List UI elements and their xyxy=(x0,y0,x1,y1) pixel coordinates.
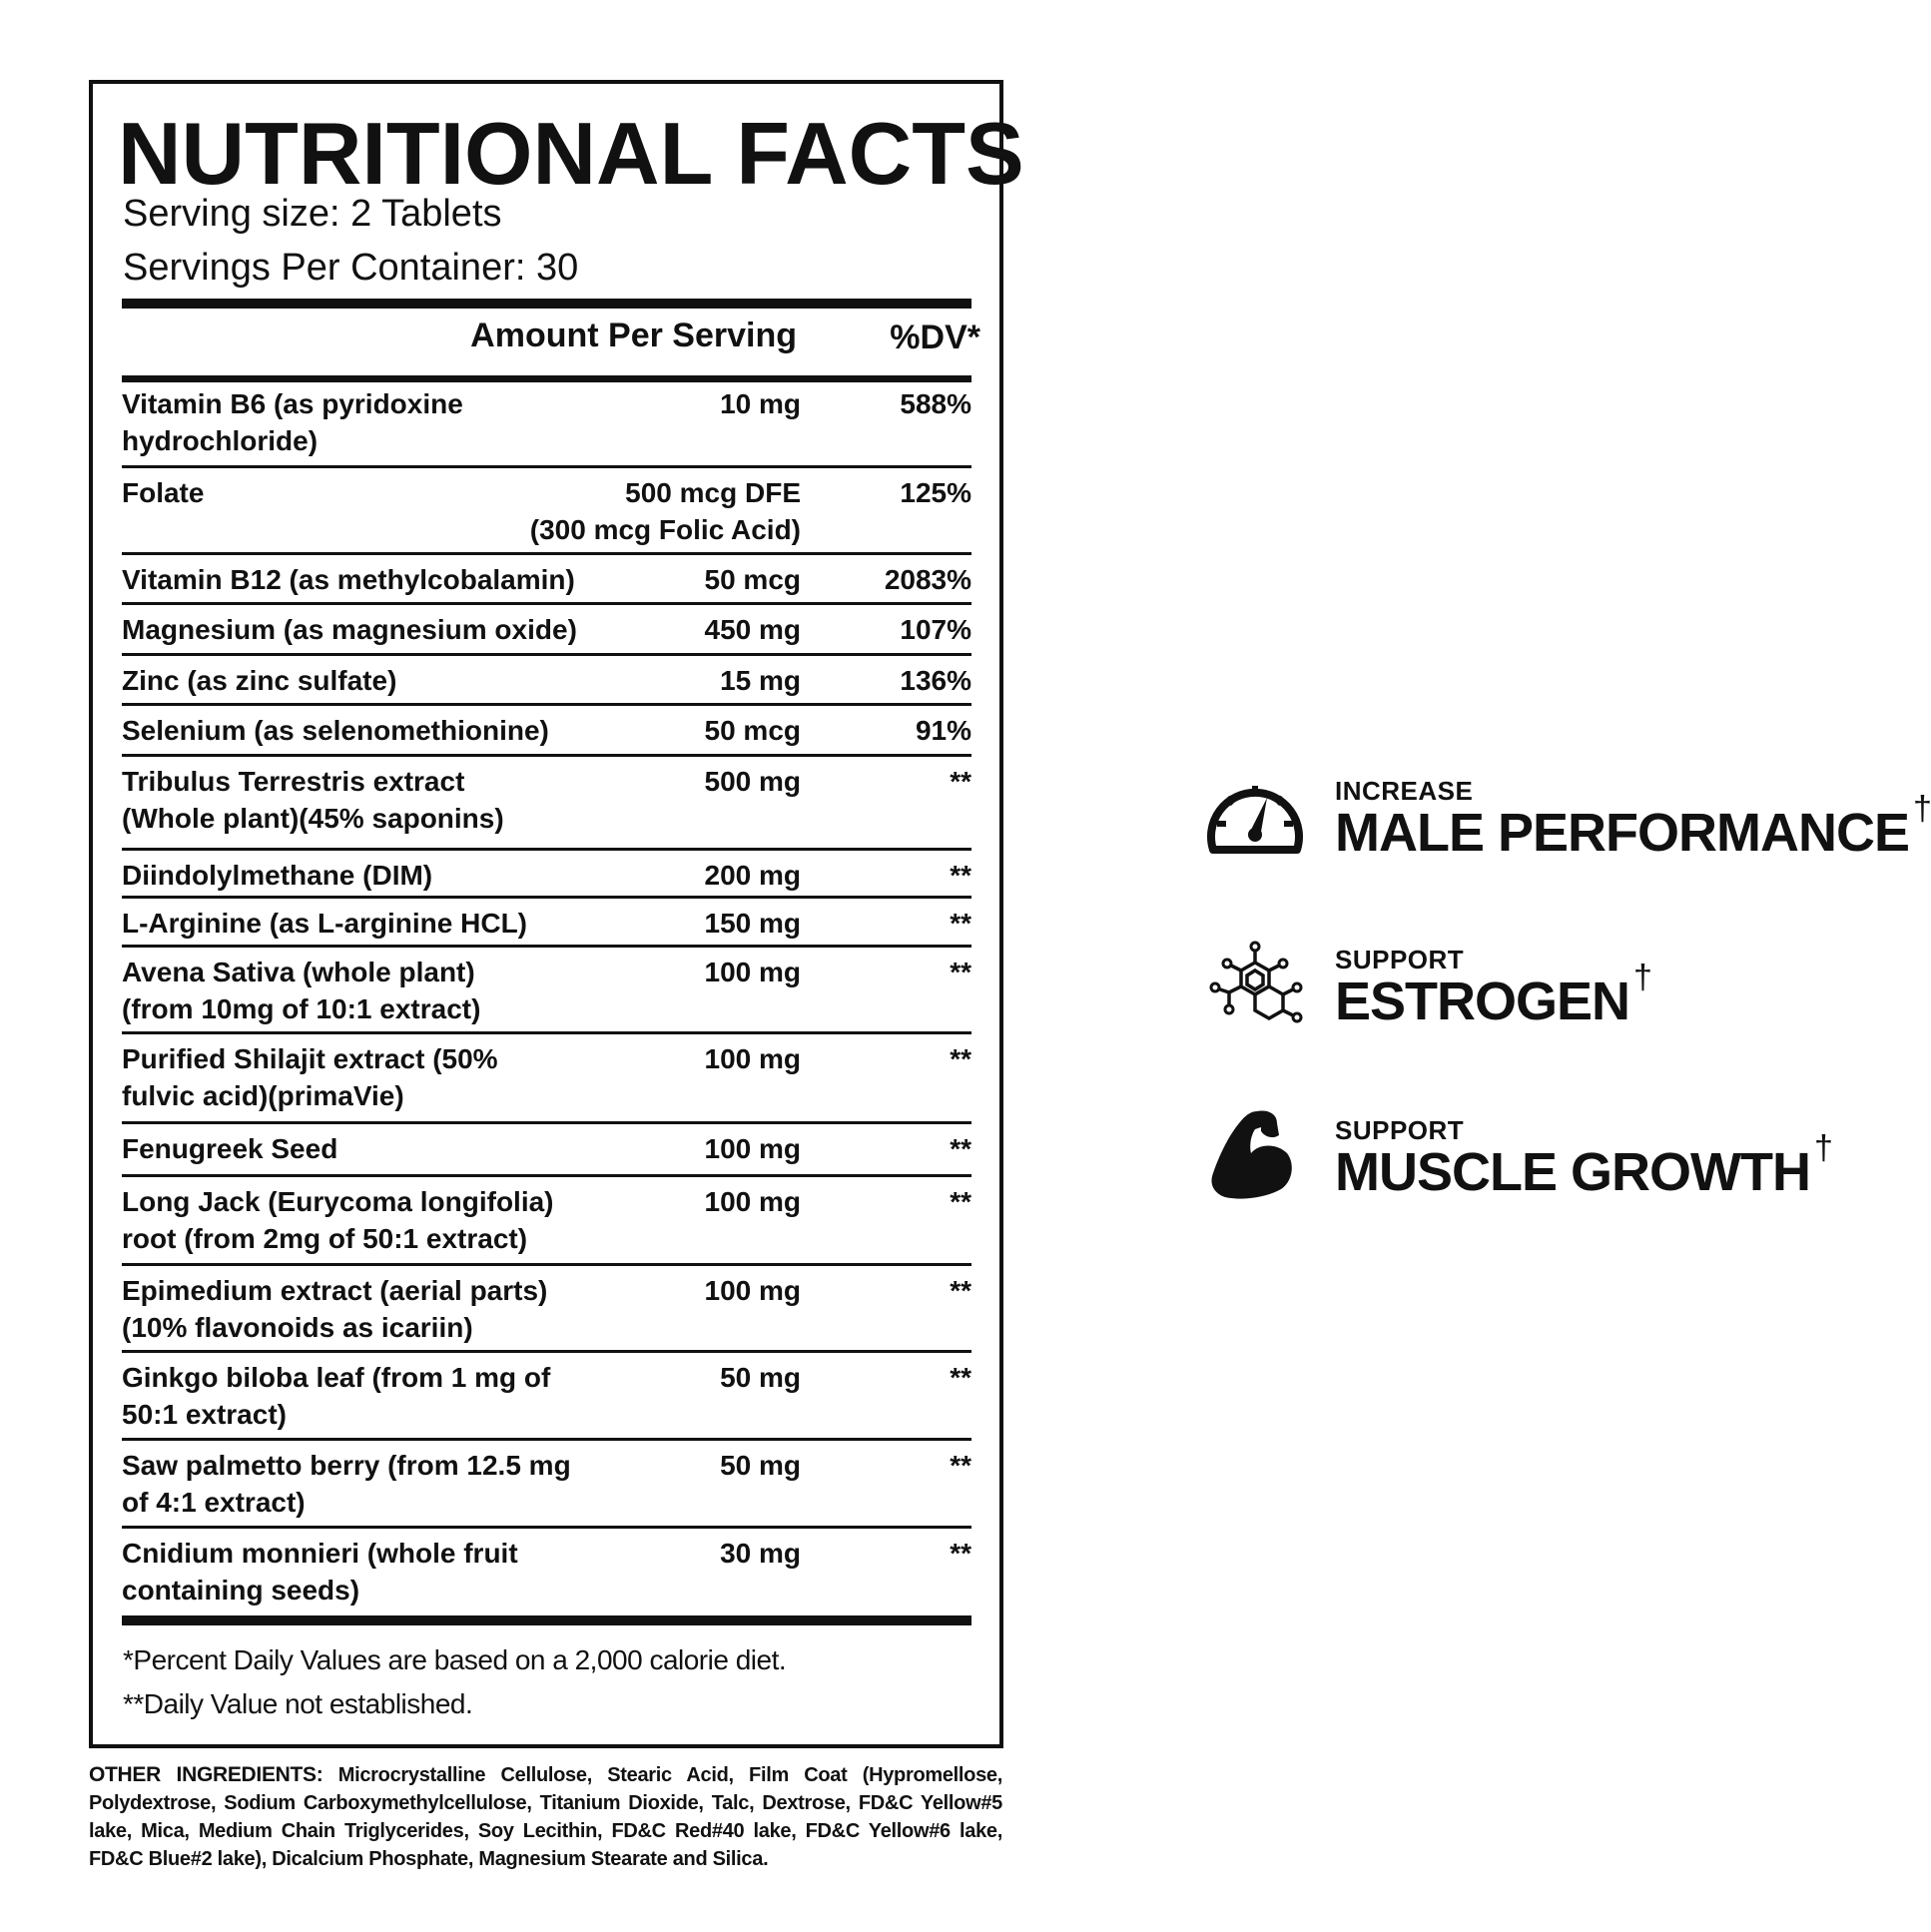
panel-title: NUTRITIONAL FACTS xyxy=(118,104,1024,203)
claim-1-dagger: † xyxy=(1913,790,1931,828)
ingredient-name-line: Purified Shilajit extract (50% xyxy=(122,1043,498,1074)
ingredient-amount-line: 100 mg xyxy=(704,1275,801,1306)
ingredient-amount-line: 100 mg xyxy=(704,1133,801,1164)
ingredient-dv: 107% xyxy=(900,614,971,645)
divider-header xyxy=(122,375,971,382)
ingredient-dv: 91% xyxy=(915,715,971,746)
ingredient-name xyxy=(122,712,631,749)
row-divider xyxy=(122,1438,971,1441)
ingredient-amount xyxy=(720,385,801,422)
ingredient-name-line: 50:1 extract) xyxy=(122,1399,287,1430)
ingredient-name xyxy=(122,1535,631,1609)
ingredient-name xyxy=(122,905,631,942)
footnote-not-established: **Daily Value not established. xyxy=(123,1688,473,1719)
ingredient-name-line: Long Jack (Eurycoma longifolia) xyxy=(122,1186,554,1217)
ingredient-name xyxy=(122,385,631,459)
footnote-percent: *Percent Daily Values are based on a 2,000 calorie diet. xyxy=(123,1644,787,1675)
claim-3-big-text: MUSCLE GROWTH xyxy=(1335,1142,1810,1202)
claim-3-small: SUPPORT xyxy=(1335,1115,1465,1145)
speedometer-icon xyxy=(1205,772,1305,872)
ingredient-amount-line: 150 mg xyxy=(704,908,801,939)
ingredient-dv: ** xyxy=(950,908,971,939)
ingredient-amount-line: 50 mcg xyxy=(704,715,801,746)
ingredient-amount xyxy=(705,905,802,942)
servings-per-container: Servings Per Container: 30 xyxy=(123,247,579,289)
ingredient-dv: 588% xyxy=(900,388,971,419)
ingredient-amount xyxy=(705,954,802,990)
ingredient-dv: ** xyxy=(950,1362,971,1393)
row-divider xyxy=(122,848,971,851)
ingredient-name xyxy=(122,763,631,837)
ingredient-amount xyxy=(705,611,802,648)
header-dv: %DV* xyxy=(890,319,980,356)
ingredient-name-line: Ginkgo biloba leaf (from 1 mg of xyxy=(122,1362,551,1393)
ingredient-dv: ** xyxy=(950,1186,971,1217)
row-divider xyxy=(122,754,971,757)
ingredient-amount-line: 100 mg xyxy=(704,957,801,987)
ingredient-name-line: Epimedium extract (aerial parts) xyxy=(122,1275,548,1306)
row-divider xyxy=(122,1121,971,1124)
ingredient-dv: 125% xyxy=(900,477,971,508)
ingredient-name xyxy=(122,611,631,648)
divider-thick xyxy=(122,299,971,309)
ingredient-name-line: Vitamin B12 (as methylcobalamin) xyxy=(122,564,575,595)
ingredient-name-line: (10% flavonoids as icariin) xyxy=(122,1312,473,1343)
ingredient-amount-line: 200 mg xyxy=(704,860,801,891)
row-divider xyxy=(122,896,971,899)
ingredient-amount-line: 100 mg xyxy=(704,1186,801,1217)
ingredient-dv: ** xyxy=(950,1275,971,1306)
ingredient-name xyxy=(122,954,631,1027)
ingredient-amount xyxy=(720,662,801,699)
ingredient-amount-line: (300 mcg Folic Acid) xyxy=(529,514,801,545)
serving-size: Serving size: 2 Tablets xyxy=(123,193,502,235)
row-divider xyxy=(122,465,971,468)
ingredient-name-line: (from 10mg of 10:1 extract) xyxy=(122,993,481,1024)
ingredient-name xyxy=(122,1040,631,1114)
claim-1-small: INCREASE xyxy=(1335,776,1474,806)
ingredient-amount xyxy=(720,1535,801,1572)
claim-3-dagger: † xyxy=(1813,1129,1832,1167)
ingredient-amount xyxy=(705,763,802,800)
ingredient-amount xyxy=(720,1359,801,1396)
ingredient-name-line: fulvic acid)(primaVie) xyxy=(122,1080,404,1111)
ingredient-name-line: Selenium (as selenomethionine) xyxy=(122,715,549,746)
ingredient-name xyxy=(122,662,631,699)
ingredient-dv: 2083% xyxy=(884,564,971,595)
row-divider xyxy=(122,1174,971,1177)
ingredient-name-line: Fenugreek Seed xyxy=(122,1133,338,1164)
ingredient-name-line: root (from 2mg of 50:1 extract) xyxy=(122,1223,528,1254)
ingredient-amount-line: 50 mg xyxy=(720,1450,801,1481)
divider-thick-bottom xyxy=(122,1615,971,1625)
ingredient-dv: ** xyxy=(950,1538,971,1569)
ingredient-amount xyxy=(705,1183,802,1220)
ingredient-amount-line: 10 mg xyxy=(720,388,801,419)
ingredient-amount-line: 30 mg xyxy=(720,1538,801,1569)
ingredient-amount-line: 15 mg xyxy=(720,665,801,696)
ingredient-name xyxy=(122,561,631,598)
ingredient-amount xyxy=(530,474,801,548)
ingredient-amount-line: 100 mg xyxy=(704,1043,801,1074)
ingredient-amount xyxy=(705,561,802,598)
ingredient-name-line: of 4:1 extract) xyxy=(122,1487,306,1518)
ingredient-dv: ** xyxy=(950,860,971,891)
header-amount: Amount Per Serving xyxy=(470,317,797,354)
ingredient-name-line: Vitamin B6 (as pyridoxine xyxy=(122,388,463,419)
row-divider xyxy=(122,1263,971,1266)
ingredient-amount xyxy=(720,1447,801,1484)
ingredient-dv: ** xyxy=(950,766,971,797)
ingredient-amount-line: 450 mg xyxy=(704,614,801,645)
other-ingredients-text: Microcrystalline Cellulose, Stearic Acid, Film Coat (Hypromellose, Polydextrose, Sodium Carboxymethylcellulose, Titanium Dioxide, Talc, Dextrose, FD&C Yellow#5 lake, Mica, Medium Chain Triglycerides, Soy Lecithin, FD&C Red#40 lake, FD&C Yellow#6 lake, FD&C Blue#2 lake), Dicalcium Phosphate, Magnesium Stearate and Silica. xyxy=(89,1764,1002,1870)
ingredient-name-line: (Whole plant)(45% saponins) xyxy=(122,803,504,834)
ingredient-dv: 136% xyxy=(900,665,971,696)
ingredient-amount-line: 500 mcg DFE xyxy=(625,477,801,508)
row-divider xyxy=(122,1350,971,1353)
ingredient-name-line: Magnesium (as magnesium oxide) xyxy=(122,614,577,645)
ingredient-name-line: L-Arginine (as L-arginine HCL) xyxy=(122,908,527,939)
ingredient-name xyxy=(122,1359,631,1433)
ingredient-amount-line: 50 mcg xyxy=(704,564,801,595)
ingredient-dv: ** xyxy=(950,957,971,987)
row-divider xyxy=(122,945,971,948)
ingredient-name-line: Avena Sativa (whole plant) xyxy=(122,957,475,987)
ingredient-name-line: Zinc (as zinc sulfate) xyxy=(122,665,397,696)
row-divider xyxy=(122,552,971,555)
other-ingredients xyxy=(89,1761,1002,1873)
other-ingredients-label: OTHER INGREDIENTS: xyxy=(89,1763,323,1786)
row-divider xyxy=(122,1031,971,1034)
ingredient-amount-line: 500 mg xyxy=(704,766,801,797)
ingredient-dv: ** xyxy=(950,1450,971,1481)
ingredient-name xyxy=(122,857,631,894)
ingredient-amount-line: 50 mg xyxy=(720,1362,801,1393)
ingredient-dv: ** xyxy=(950,1133,971,1164)
ingredient-amount xyxy=(705,1040,802,1077)
row-divider xyxy=(122,703,971,706)
ingredient-amount xyxy=(705,857,802,894)
ingredient-name-line: hydrochloride) xyxy=(122,425,319,456)
ingredient-name-line: containing seeds) xyxy=(122,1575,360,1606)
ingredient-name xyxy=(122,1183,631,1257)
flexed-arm-icon xyxy=(1205,1105,1305,1205)
row-divider xyxy=(122,1526,971,1529)
ingredient-name xyxy=(122,1272,631,1346)
claim-2-dagger: † xyxy=(1633,959,1651,996)
ingredient-amount xyxy=(705,1272,802,1309)
ingredient-amount xyxy=(705,712,802,749)
nutrition-facts-panel xyxy=(89,80,1024,1748)
ingredient-name xyxy=(122,1447,631,1521)
row-divider xyxy=(122,602,971,605)
molecule-icon xyxy=(1205,939,1305,1038)
ingredient-name-line: Saw palmetto berry (from 12.5 mg xyxy=(122,1450,571,1481)
claim-1-big-text: MALE PERFORMANCE xyxy=(1335,803,1909,863)
ingredient-name-line: Cnidium monnieri (whole fruit xyxy=(122,1538,518,1569)
claim-2-small: SUPPORT xyxy=(1335,945,1465,974)
ingredient-dv: ** xyxy=(950,1043,971,1074)
ingredient-name-line: Folate xyxy=(122,477,205,508)
claim-2-big-text: ESTROGEN xyxy=(1335,971,1630,1031)
ingredient-name-line: Diindolylmethane (DIM) xyxy=(122,860,433,891)
ingredient-name xyxy=(122,1130,631,1167)
ingredient-name-line: Tribulus Terrestris extract xyxy=(122,766,465,797)
row-divider xyxy=(122,653,971,656)
ingredient-amount xyxy=(705,1130,802,1167)
